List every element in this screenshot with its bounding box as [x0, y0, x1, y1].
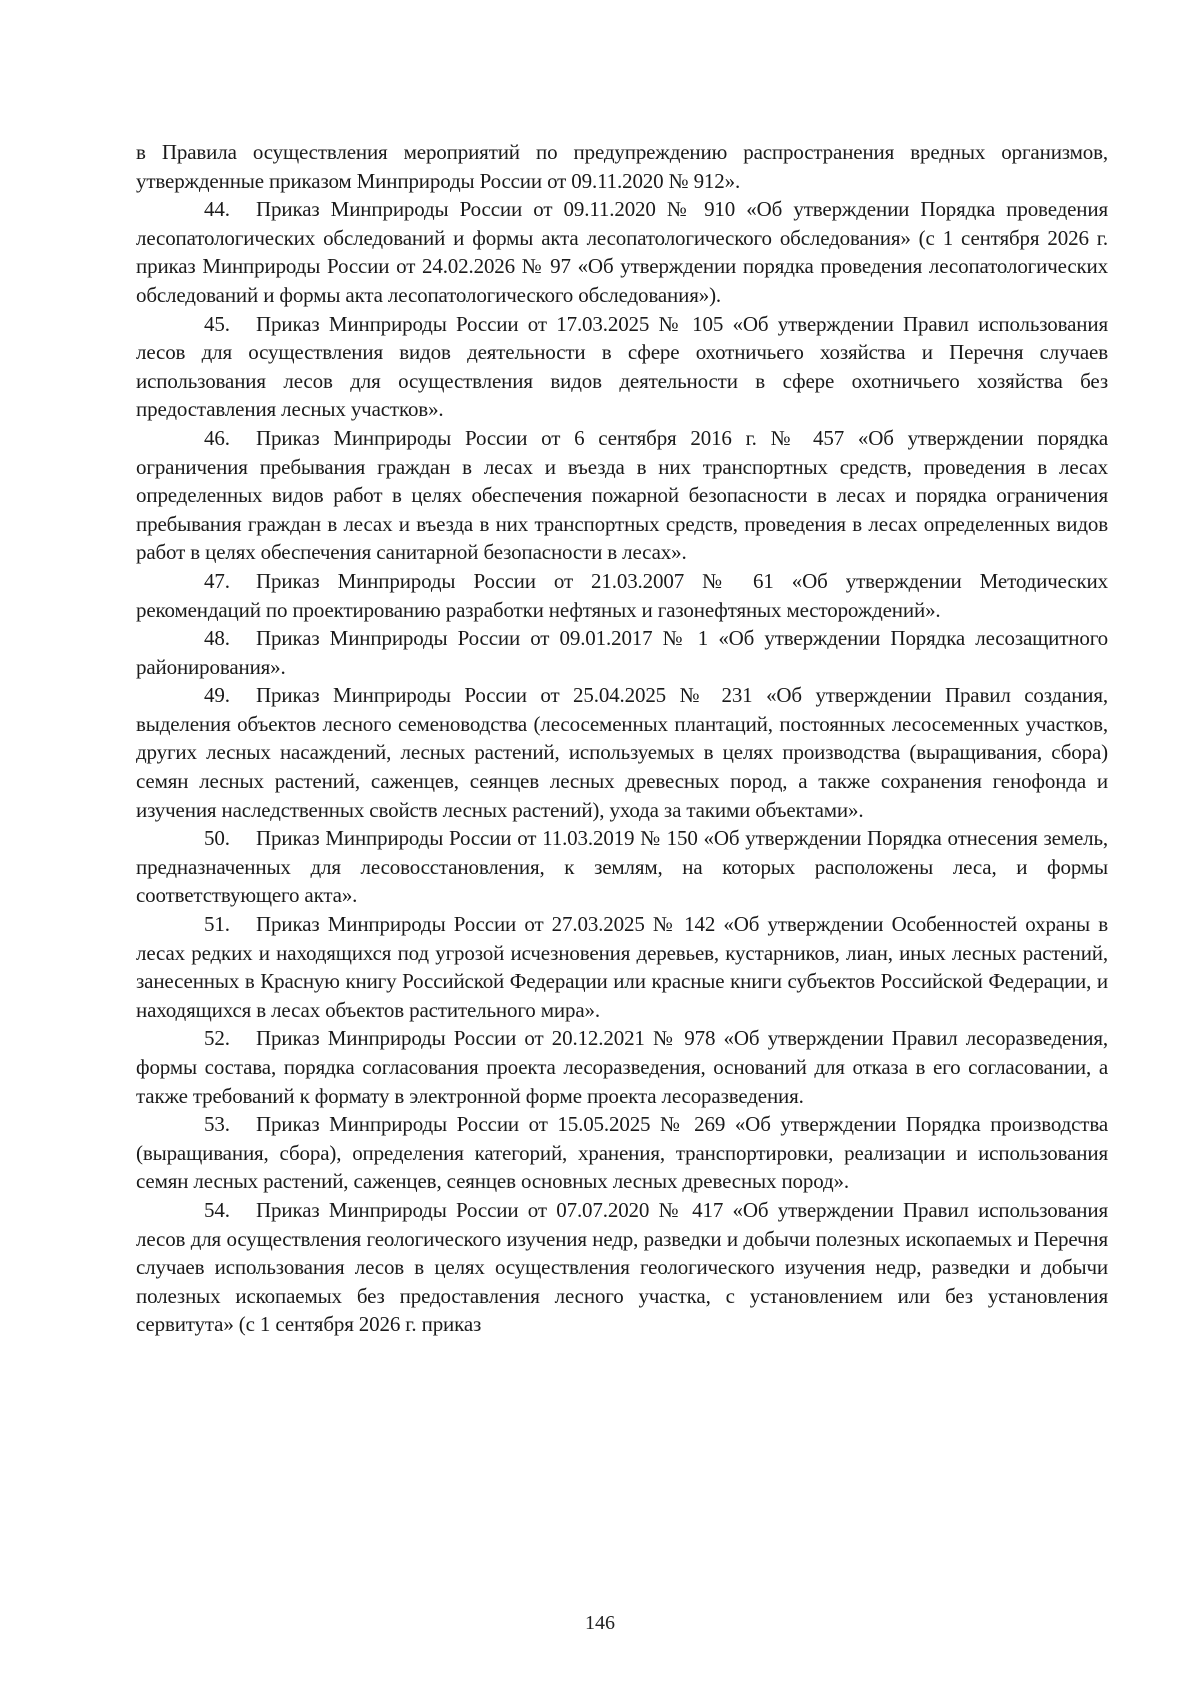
list-item	[136, 681, 1108, 824]
item-number: 53.	[204, 1112, 230, 1137]
item-text: Приказ Минприроды России от 20.12.2021 № 978 «Об утверждении Правил лесоразведения, формы состава, порядка согласования проекта лесоразведения, оснований для отказа в его согласовании, а также требований к формату в электронной форме проекта лесоразведения.	[136, 1026, 1108, 1108]
item-text: Приказ Минприроды России от 07.07.2020 № 417 «Об утверждении Правил использования лесов для осуществления геологического изучения недр, разведки и добычи полезных ископаемых и Перечня случаев использования лесов в целях осуществления геологического изучения недр, разведки и добычи полезных ископаемых без предоставления лесного участка, с установлением или без установления сервитута» (с 1 сентября 2026 г. приказ	[136, 1197, 1108, 1337]
continuation-paragraph: в Правила осуществления мероприятий по предупреждению распространения вредных организмов, утвержденные приказом Минприроды России от 09.11.2020 № 912».	[136, 140, 1108, 193]
item-number: 50.	[204, 826, 230, 851]
list-item	[136, 1110, 1108, 1196]
page-number: 146	[585, 1612, 615, 1634]
item-number: 44.	[204, 197, 230, 222]
list-item	[136, 1196, 1108, 1339]
list-item	[136, 824, 1108, 910]
item-number: 48.	[204, 626, 230, 651]
list-item	[136, 1024, 1108, 1110]
item-number: 54.	[204, 1197, 230, 1222]
list-item	[136, 567, 1108, 624]
item-text: Приказ Минприроды России от 27.03.2025 № 142 «Об утверждении Особенностей охраны в лесах редких и находящихся под угрозой исчезновения деревьев, кустарников, лиан, иных лесных растений, занесенных в Красную книгу Российской Федерации или красные книги субъектов Российской Федерации, и находящихся в лесах объектов растительного мира».	[136, 912, 1108, 1022]
list-item	[136, 424, 1108, 567]
item-number: 47.	[204, 568, 230, 593]
item-text: Приказ Минприроды России от 17.03.2025 № 105 «Об утверждении Правил использования лесов для осуществления видов деятельности в сфере охотничьего хозяйства и Перечня случаев использования лесов для осуществления видов деятельности в сфере охотничьего хозяйства без предоставления лесных участков».	[136, 311, 1108, 422]
item-text: Приказ Минприроды России от 09.11.2020 № 910 «Об утверждении Порядка проведения лесопатологических обследований и формы акта лесопатологического обследования» (с 1 сентября 2026 г. приказ Минприроды России от 24.02.2026 № 97 «Об утверждении порядка проведения лесопатологических обследований и формы акта лесопатологического обследования»).	[136, 197, 1108, 307]
list-item	[136, 624, 1108, 681]
item-number: 51.	[204, 912, 230, 937]
item-text: Приказ Минприроды России от 21.03.2007 № 61 «Об утверждении Методических рекомендаций по проектированию разработки нефтяных и газонефтяных месторождений».	[136, 568, 1108, 622]
item-number: 45.	[204, 311, 230, 336]
item-text: Приказ Минприроды России от 11.03.2019 № 150 «Об утверждении Порядка отнесения земель, предназначенных для лесовосстановления, к землям, на которых расположены леса, и формы соответствующего акта».	[136, 826, 1108, 908]
list-item	[136, 910, 1108, 1024]
list-item	[136, 195, 1108, 309]
item-text: Приказ Минприроды России от 25.04.2025 № 231 «Об утверждении Правил создания, выделения объектов лесного семеноводства (лесосеменных плантаций, постоянных лесосеменных участков, других лесных насаждений, лесных растений, используемых в целях производства (выращивания, сбора) семян лесных растений, саженцев, сеянцев лесных древесных пород, а также сохранения генофонда и изучения наследственных свойств лесных растений), ухода за такими объектами».	[136, 683, 1108, 822]
item-text: Приказ Минприроды России от 6 сентября 2016 г. № 457 «Об утверждении порядка ограничения пребывания граждан в лесах и въезда в них транспортных средств, проведения в лесах определенных видов работ в целях обеспечения пожарной безопасности в лесах и порядка ограничения пребывания граждан в лесах и въезда в них транспортных средств, проведения в лесах определенных видов работ в целях обеспечения санитарной безопасности в лесах».	[136, 425, 1108, 565]
item-number: 49.	[204, 683, 230, 708]
item-text: Приказ Минприроды России от 15.05.2025 № 269 «Об утверждении Порядка производства (выращивания, сбора), определения категорий, хранения, транспортировки, реализации и использования семян лесных растений, саженцев, сеянцев основных лесных древесных пород».	[136, 1112, 1108, 1194]
item-text: Приказ Минприроды России от 09.01.2017 № 1 «Об утверждении Порядка лесозащитного районирования».	[136, 626, 1108, 679]
document-body	[136, 138, 1108, 1339]
list-item	[136, 310, 1108, 424]
item-number: 52.	[204, 1026, 230, 1051]
item-number: 46.	[204, 425, 230, 450]
